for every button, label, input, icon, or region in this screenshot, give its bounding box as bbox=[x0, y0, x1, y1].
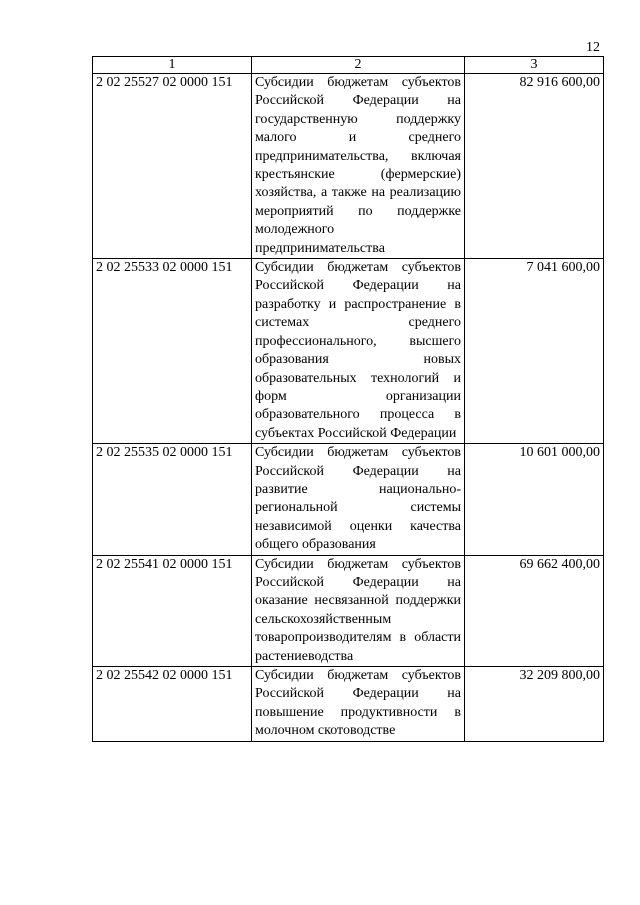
column-header-2: 2 bbox=[252, 57, 465, 74]
row-description: Субсидии бюджетам субъектов Российской Федерации на государственную поддержку малого и среднего предпринимательства, включая крестьянские (фермерские) хозяйства, а также на реализацию мероприятий по поддержке молодежного предпринимательства bbox=[252, 74, 465, 259]
table-row bbox=[93, 74, 604, 259]
row-amount: 10 601 000,00 bbox=[465, 444, 604, 555]
row-description: Субсидии бюджетам субъектов Российской Федерации на развитие национально-региональной системы независимой оценки качества общего образования bbox=[252, 444, 465, 555]
budget-code: 2 02 25541 02 0000 151 bbox=[93, 555, 252, 666]
table-row bbox=[93, 667, 604, 742]
table-header-row bbox=[93, 57, 604, 74]
row-description: Субсидии бюджетам субъектов Российской Федерации на оказание несвязанной поддержки сельскохозяйственным товаропроизводителям в области растениеводства bbox=[252, 555, 465, 666]
table-row bbox=[93, 555, 604, 666]
row-amount: 82 916 600,00 bbox=[465, 74, 604, 259]
row-description: Субсидии бюджетам субъектов Российской Федерации на повышение продуктивности в молочном скотоводстве bbox=[252, 667, 465, 742]
budget-code: 2 02 25533 02 0000 151 bbox=[93, 259, 252, 444]
budget-code: 2 02 25535 02 0000 151 bbox=[93, 444, 252, 555]
page-number: 12 bbox=[586, 40, 600, 55]
row-description: Субсидии бюджетам субъектов Российской Федерации на разработку и распространение в системах среднего профессионального, высшего образования новых образовательных технологий и форм организации образовательного процесса в субъектах Российской Федерации bbox=[252, 259, 465, 444]
table-row bbox=[93, 444, 604, 555]
row-amount: 32 209 800,00 bbox=[465, 667, 604, 742]
row-amount: 69 662 400,00 bbox=[465, 555, 604, 666]
column-header-3: 3 bbox=[465, 57, 604, 74]
budget-code: 2 02 25527 02 0000 151 bbox=[93, 74, 252, 259]
table-row bbox=[93, 259, 604, 444]
budget-code: 2 02 25542 02 0000 151 bbox=[93, 667, 252, 742]
column-header-1: 1 bbox=[93, 57, 252, 74]
budget-table bbox=[92, 56, 604, 742]
row-amount: 7 041 600,00 bbox=[465, 259, 604, 444]
